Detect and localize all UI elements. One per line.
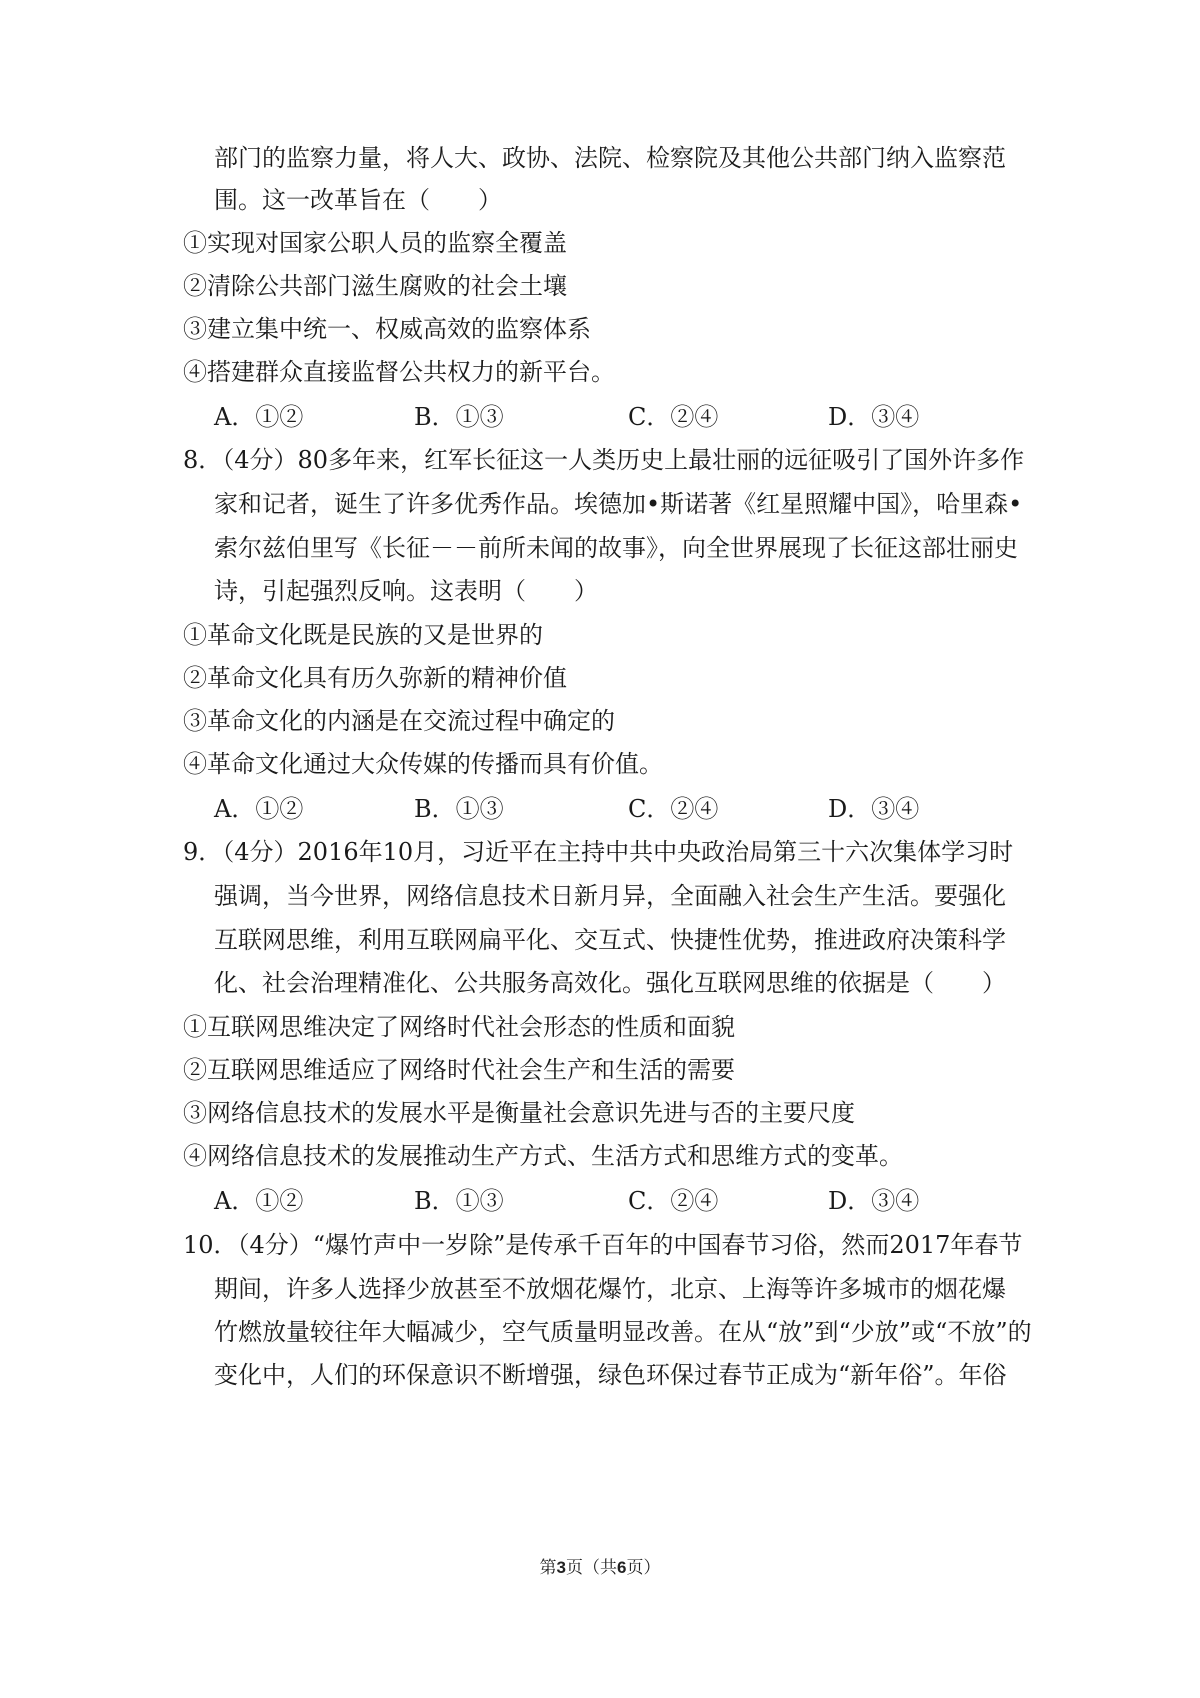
q10-stem-line: 变化中，人们的环保意识不断增强，绿色环保过春节正成为“新年俗”。年俗 bbox=[214, 1361, 1007, 1389]
option-b: B．①③ bbox=[414, 1187, 504, 1215]
option-c: C．②④ bbox=[628, 1187, 719, 1215]
q8-stem-line: 索尔兹伯里写《长征－－前所未闻的故事》，向全世界展现了长征这部壮丽史 bbox=[214, 534, 1018, 562]
q8-stem-line: 诗，引起强烈反响。这表明（ ） bbox=[214, 577, 598, 605]
q9-stem-line: 化、社会治理精准化、公共服务高效化。强化互联网思维的依据是（ ） bbox=[214, 969, 1006, 997]
q9-item: ②互联网思维适应了网络时代社会生产和生活的需要 bbox=[183, 1056, 735, 1084]
footer-prefix: 第 bbox=[539, 1558, 557, 1578]
q9-stem-line: 互联网思维，利用互联网扁平化、交互式、快捷性优势，推进政府决策科学 bbox=[214, 926, 1006, 954]
page-footer bbox=[0, 1556, 1200, 1580]
q8-item: ④革命文化通过大众传媒的传播而具有价值。 bbox=[183, 750, 663, 778]
option-c: C．②④ bbox=[628, 403, 719, 431]
q7-options bbox=[214, 397, 1014, 437]
q10-stem-line: 期间，许多人选择少放甚至不放烟花爆竹，北京、上海等许多城市的烟花爆 bbox=[214, 1275, 1006, 1303]
option-a: A．①② bbox=[214, 1187, 304, 1215]
q9-item: ④网络信息技术的发展推动生产方式、生活方式和思维方式的变革。 bbox=[183, 1142, 903, 1170]
q7-item: ④搭建群众直接监督公共权力的新平台。 bbox=[183, 358, 615, 386]
option-d: D．③④ bbox=[828, 403, 920, 431]
footer-mid: 页（共 bbox=[566, 1558, 617, 1578]
q8-item: ①革命文化既是民族的又是世界的 bbox=[183, 621, 543, 649]
total-pages: 6 bbox=[617, 1558, 627, 1577]
option-a: A．①② bbox=[214, 403, 304, 431]
option-d: D．③④ bbox=[828, 1187, 920, 1215]
page-number: 3 bbox=[556, 1558, 566, 1577]
q8-item: ③革命文化的内涵是在交流过程中确定的 bbox=[183, 707, 615, 735]
q7-stem-line: 围。这一改革旨在（ ） bbox=[214, 186, 502, 214]
q8-item: ②革命文化具有历久弥新的精神价值 bbox=[183, 664, 567, 692]
q9-options bbox=[214, 1181, 1014, 1221]
footer-suffix: 页） bbox=[626, 1558, 661, 1578]
q7-item: ③建立集中统一、权威高效的监察体系 bbox=[183, 315, 591, 343]
q7-item: ②清除公共部门滋生腐败的社会土壤 bbox=[183, 272, 567, 300]
option-c: C．②④ bbox=[628, 795, 719, 823]
q9-stem-line: 9．（4分）2016年10月，习近平在主持中共中央政治局第三十六次集体学习时 bbox=[183, 838, 1014, 866]
q9-item: ①互联网思维决定了网络时代社会形态的性质和面貌 bbox=[183, 1013, 735, 1041]
q10-stem-line: 竹燃放量较往年大幅减少，空气质量明显改善。在从“放”到“少放”或“不放”的 bbox=[214, 1318, 1032, 1346]
q8-stem-line: 家和记者，诞生了许多优秀作品。埃德加•斯诺著《红星照耀中国》，哈里森• bbox=[214, 490, 1023, 518]
option-b: B．①③ bbox=[414, 795, 504, 823]
q7-item: ①实现对国家公职人员的监察全覆盖 bbox=[183, 229, 567, 257]
q10-stem-line: 10．（4分）“爆竹声中一岁除”是传承千百年的中国春节习俗，然而2017年春节 bbox=[183, 1231, 1023, 1259]
option-a: A．①② bbox=[214, 795, 304, 823]
q9-stem-line: 强调，当今世界，网络信息技术日新月异，全面融入社会生产生活。要强化 bbox=[214, 882, 1006, 910]
q8-stem-line: 8．（4分）80多年来，红军长征这一人类历史上最壮丽的远征吸引了国外许多作 bbox=[183, 446, 1025, 474]
q7-stem-line: 部门的监察力量，将人大、政协、法院、检察院及其他公共部门纳入监察范 bbox=[214, 144, 1006, 172]
option-b: B．①③ bbox=[414, 403, 504, 431]
q8-options bbox=[214, 789, 1014, 829]
q9-item: ③网络信息技术的发展水平是衡量社会意识先进与否的主要尺度 bbox=[183, 1099, 855, 1127]
option-d: D．③④ bbox=[828, 795, 920, 823]
